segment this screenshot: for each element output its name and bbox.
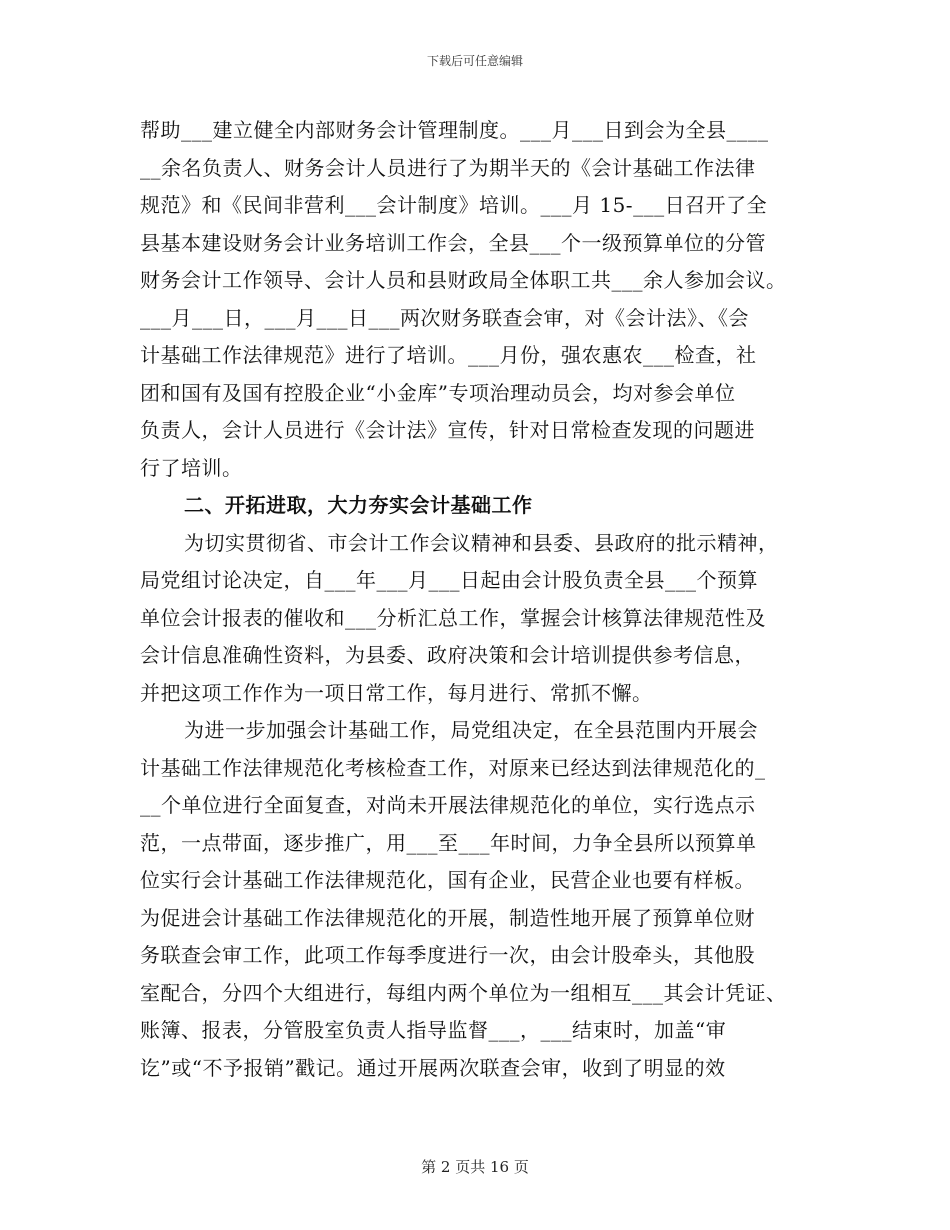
text-line: 室配合，分四个大组进行，每组内两个单位为一组相互___其会计凭证、 (140, 980, 787, 1005)
text-line: 为促进会计基础工作法律规范化的开展，制造性地开展了预算单位财 (140, 905, 755, 930)
text-line: 计基础工作法律规范化考核检查工作，对原来已经达到法律规范化的_ (140, 755, 766, 780)
text-line: 务联查会审工作，此项工作每季度进行一次，由会计股牵头，其他股 (140, 943, 755, 967)
document-body (140, 112, 820, 1087)
text-line: 位实行会计基础工作法律规范化，国有企业，民营企业也要有样板。 (140, 868, 755, 892)
text-line: 单位会计报表的催收和___分析汇总工作，掌握会计核算法律规范性及 (140, 605, 766, 630)
text-line: 规范》和《民间非营利___会计制度》培训。___月 15-___日召开了全 (140, 193, 768, 217)
text-line: ___月___日，___月___日___两次财务联查会审，对《会计法》、《会 (140, 305, 749, 330)
text-line: 为进一步加强会计基础工作，局党组决定，在全县范围内开展会 (184, 718, 758, 742)
page-footer: 第 2 页共 16 页 (421, 1158, 529, 1176)
page-header: 下载后可任意编辑 (426, 54, 523, 68)
text-line: 局党组讨论决定，自___年___月___日起由会计股负责全县___个预算 (140, 568, 758, 592)
text-line: 会计信息准确性资料，为县委、政府决策和会计培训提供参考信息， (140, 643, 755, 667)
text-line: __余名负责人、财务会计人员进行了为期半天的《会计基础工作法律 (140, 155, 756, 180)
text-line: 范，一点带面，逐步推广，用___至___年时间，力争全县所以预算单 (140, 830, 757, 855)
text-line: 行了培训。 (140, 455, 243, 480)
text-line: 团和国有及国有控股企业“小金库”专项治理动员会，均对参会单位 (140, 380, 736, 405)
text-line: 并把这项工作作为一项日常工作，每月进行、常抓不懈。 (140, 680, 653, 705)
text-line: 县基本建设财务会计业务培训工作会，全县___个一级预算单位的分管 (140, 230, 766, 255)
text-line: 账簿、报表，分管股室负责人指导监督___，___结束时，加盖“审 (140, 1018, 727, 1042)
section-heading: 二、开拓进取，大力夯实会计基础工作 (184, 493, 533, 517)
text-line: 帮助___建立健全内部财务会计管理制度。___月___日到会为全县____ (140, 118, 769, 142)
text-line: 讫”或“不予报销”戳记。通过开展两次联查会审，收到了明显的效 (140, 1055, 726, 1080)
text-line: 财务会计工作领导、会计人员和县财政局全体职工共___余人参加会议。 (140, 268, 787, 292)
text-line: __个单位进行全面复查，对尚未开展法律规范化的单位，实行选点示 (140, 793, 756, 817)
text-line: 负责人，会计人员进行《会计法》宣传，针对日常检查发现的问题进 (140, 418, 755, 442)
text-line: 计基础工作法律规范》进行了培训。___月份，强农惠农___检查，社 (140, 343, 757, 367)
text-line: 为切实贯彻省、市会计工作会议精神和县委、县政府的批示精神， (184, 530, 779, 555)
